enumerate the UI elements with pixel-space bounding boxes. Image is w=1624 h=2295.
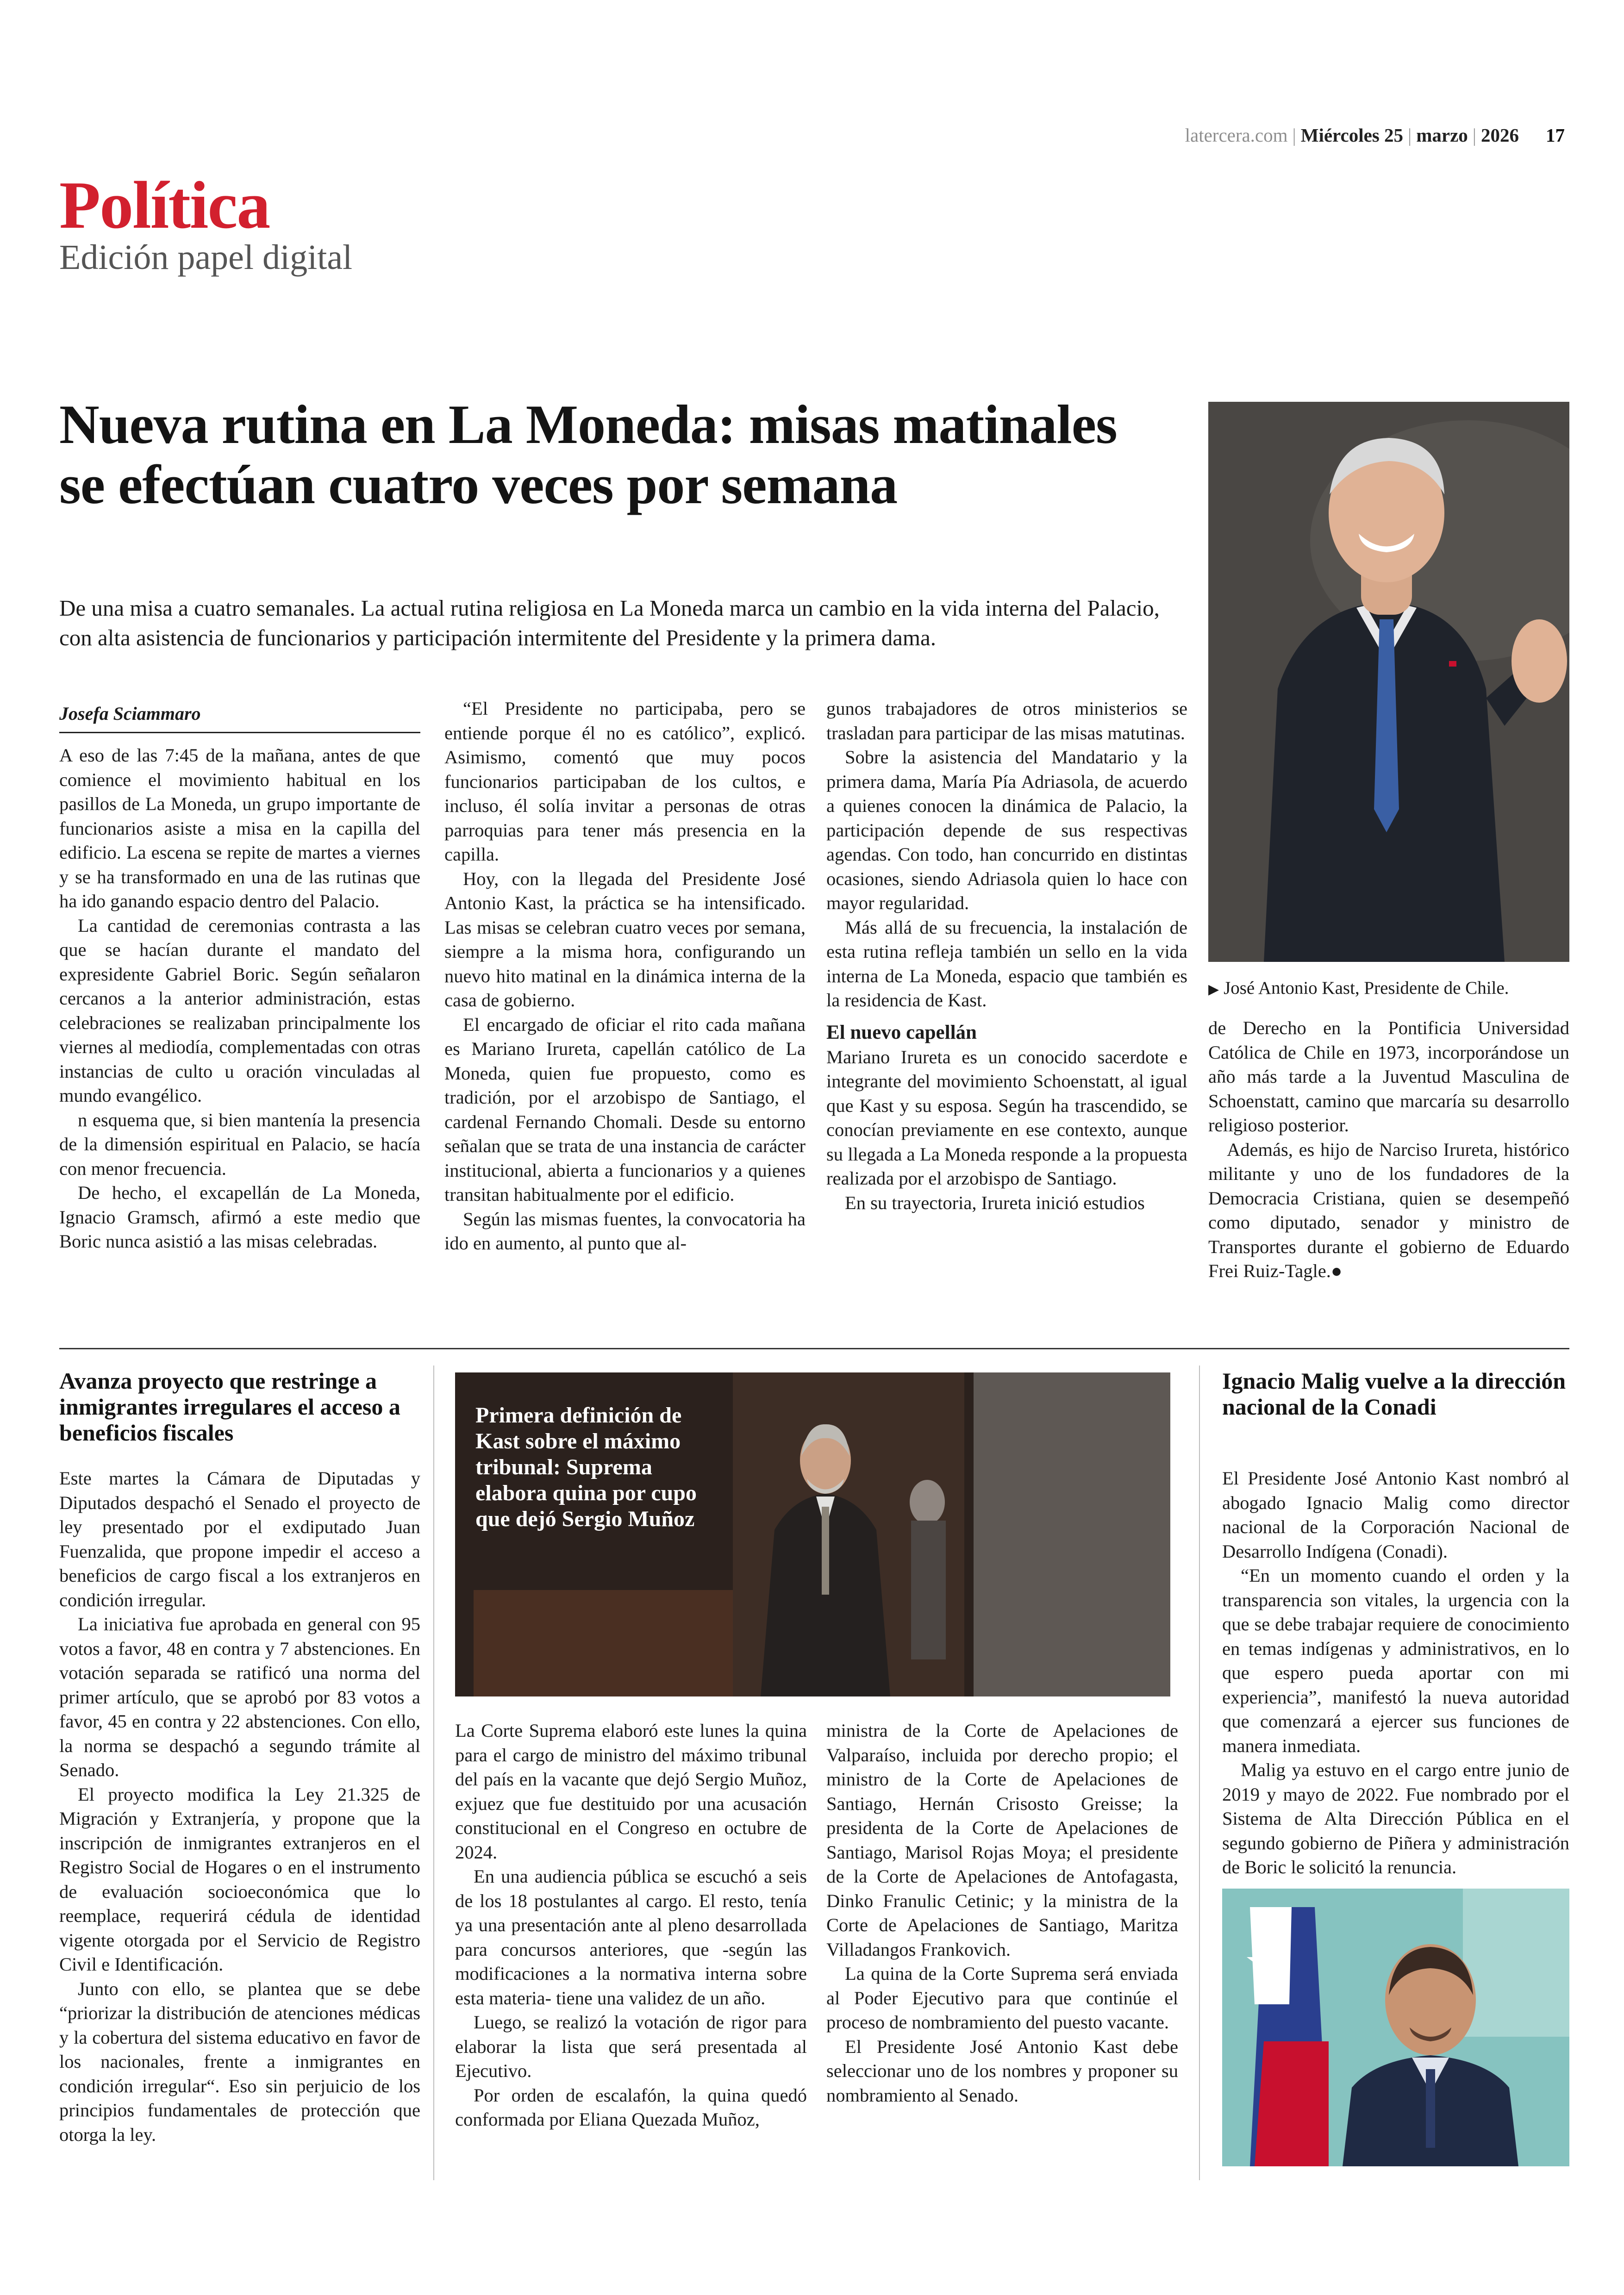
paragraph: n esquema que, si bien mantenía la presencia de la dimensión espiritual en Palacio, se hacía con menor frecuencia. [59, 1109, 420, 1179]
paragraph: La cantidad de ceremonias contrasta a las que se hacían durante el mandato del expresidente Gabriel Boric. Según señalaron cercanos a la anterior administración, estas celebraciones se realizaban principalmente los viernes al mediodía, complementadas con otras instancias de culto u oración vinculadas al mundo evangélico. [59, 915, 420, 1106]
kast-photo [1208, 402, 1569, 962]
paragraph: En su trayectoria, Irureta inició estudios [845, 1192, 1145, 1213]
paragraph: La iniciativa fue aprobada en general con 95 votos a favor, 48 en contra y 7 abstenciones. En votación separada se ratificó una norma del primer artículo, que se aprobó por 83 votos a favor, 45 en contra y 22 abstenciones. Con ello, la norma se despachó a segundo trámite al Senado. [59, 1614, 420, 1780]
paragraph: “En un momento cuando el orden y la transparencia son vitales, la urgencia con la que se debe trabajar requiere de conocimiento en temas indígenas y administrativos, en lo que espero pueda aportar con mi experiencia”, manifestó la nueva autoridad que comenzará a ejercer sus funciones de manera inmediata. [1222, 1565, 1569, 1756]
paragraph: Luego, se realizó la votación de rigor para elaborar la lista que será presentada al Ejecutivo. [455, 2012, 807, 2081]
paragraph: gunos trabajadores de otros ministerios se trasladan para participar de las misas matutinas. [826, 698, 1187, 743]
migration-headline: Avanza proyecto que restringe a inmigrantes irregulares el acceso a beneficios fiscales [59, 1368, 400, 1446]
main-headline: Nueva rutina en La Moneda: misas matinales se efectúan cuatro veces por semana [59, 393, 1117, 515]
page-number: 17 [1546, 125, 1565, 146]
court-column-1 [455, 1719, 807, 2132]
paragraph: Por orden de escalafón, la quina quedó conformada por Eliana Quezada Muñoz, [455, 2084, 807, 2130]
paragraph: Además, es hijo de Narciso Irureta, histórico militante y uno de los fundadores de la Democracia Cristiana, quien se desempeñó como diputado, senador y ministro de Transportes durante el gobierno de Eduardo Frei Ruiz-Tagle.● [1208, 1139, 1569, 1281]
section-title: Política [59, 168, 270, 243]
malig-photo [1222, 1889, 1569, 2166]
photo-caption [1208, 978, 1569, 998]
paragraph: “El Presidente no participaba, pero se entiende porque él no es católico”, explicó. Asimismo, comentó que muy pocos funcionarios participaban de los cultos, e incluso, él solía invitar a personas de otras parroquias para tener más presencia en la capilla. [444, 698, 806, 865]
paragraph: De hecho, el excapellán de La Moneda, Ignacio Gramsch, afirmó a este medio que Boric nunca asistió a las misas celebradas. [59, 1182, 420, 1252]
malig-illustration [1222, 1889, 1569, 2166]
paragraph: El Presidente José Antonio Kast debe seleccionar uno de los nombres y proponer su nombramiento al Senado. [826, 2036, 1178, 2106]
issue-month: marzo [1416, 125, 1468, 146]
conadi-headline: Ignacio Malig vuelve a la dirección nacional de la Conadi [1222, 1368, 1566, 1420]
paragraph: Sobre la asistencia del Mandatario y la primera dama, María Pía Adriasola, de acuerdo a quienes conocen la dinámica de Palacio, la participación depende de sus respectivas agendas. Con todo, han concurrido en distintas ocasiones, siendo Adriasola quien lo hace con mayor regularidad. [826, 747, 1187, 913]
migration-body [59, 1466, 420, 2147]
paragraph: El encargado de oficiar el rito cada mañana es Mariano Irureta, capellán católico de La Moneda, quien fue propuesto, como es tradición, por el arzobispo de Santiago, el cardenal Fernando Chomali. Desde su entorno señalan que se trata de una instancia de carácter institucional, abierta a funcionarios y a quienes transitan habitualmente por el edificio. [444, 1014, 806, 1205]
site-name: latercera.com [1185, 125, 1288, 146]
portrait-illustration [1208, 402, 1569, 962]
paragraph: Más allá de su frecuencia, la instalación de esta rutina refleja también un sello en la vida interna de La Moneda, espacio que también es la residencia de Kast. [826, 917, 1187, 1010]
paragraph: ministra de la Corte de Apelaciones de Valparaíso, incluida por derecho propio; el ministro de la Corte de Apelaciones de Santiago, Hernán Crisosto Greisse; la presidenta de la Corte de Apelaciones de Santiago, Marisol Rojas Moya; el presidente de la Corte de Apelaciones de Antofagasta, Dinko Franulic Cetinic; y la ministra de la Corte de Apelaciones de Santiago, Maritza Villadangos Frankovich. [826, 1720, 1178, 1960]
subheading: El nuevo capellán [826, 1021, 977, 1043]
byline: Josefa Sciammaro [59, 703, 420, 733]
main-column-2 [444, 697, 806, 1256]
edition-label: Edición papel digital [59, 238, 353, 277]
main-column-3 [826, 697, 1187, 1215]
paragraph: Según las mismas fuentes, la convocatoria ha ido en aumento, al punto que al- [444, 1208, 806, 1254]
paragraph: de Derecho en la Pontificia Universidad Católica de Chile en 1973, incorporándose un año más tarde a la Juventud Masculina de Schoenstatt, camino que marcaría su desarrollo religioso posterior. [1208, 1017, 1569, 1135]
court-headline: Primera definición de Kast sobre el máximo tribunal: Suprema elabora quina por cupo que dejó Sergio Muñoz [475, 1403, 697, 1531]
paragraph: Hoy, con la llegada del Presidente José Antonio Kast, la práctica se ha intensificado. Las misas se celebran cuatro veces por semana, siempre a la misma hora, configurando un nuevo hito matinal en la dinámica interna de la casa de gobierno. [444, 868, 806, 1010]
issue-day: Miércoles 25 [1300, 125, 1403, 146]
issue-year: 2026 [1481, 125, 1519, 146]
section-divider [59, 1348, 1569, 1349]
court-column-2 [826, 1719, 1178, 2108]
caption-arrow-icon: ▶ [1208, 982, 1219, 997]
paragraph: A eso de las 7:45 de la mañana, antes de que comience el movimiento habitual en los pasillos de La Moneda, un grupo importante de funcionarios asiste a misa en la capilla del edificio. La escena se repite de martes a viernes y se ha transformado en una de las rutinas que ha ido ganando espacio dentro del Palacio. [59, 745, 420, 911]
page-folio: latercera.com | Miércoles 25 | marzo | 2026 17 [1185, 125, 1565, 146]
main-column-4 [1208, 1016, 1569, 1284]
paragraph: La Corte Suprema elaboró este lunes la quina para el cargo de ministro del máximo tribunal del país en la vacante que dejó Sergio Muñoz, exjuez que fue destituido por una acusación constitucional en el Congreso en octubre de 2024. [455, 1720, 807, 1863]
main-deck: De una misa a cuatro semanales. La actual rutina religiosa en La Moneda marca un cambio en la vida interna del Palacio, con alta asistencia de funcionarios y participación intermitente del Presidente y la primera dama. [59, 595, 1160, 650]
column-divider [433, 1366, 434, 2180]
paragraph: Malig ya estuvo en el cargo entre junio de 2019 y mayo de 2022. Fue nombrado por el Sistema de Alta Dirección Pública en el segundo gobierno de Piñera y administración de Boric le solicitó la renuncia. [1222, 1759, 1569, 1877]
main-column-1 [59, 743, 420, 1254]
paragraph: En una audiencia pública se escuchó a seis de los 18 postulantes al cargo. El resto, tenía ya una presentación ante al pleno desarrollada para concursos anteriores, que -según las modificaciones a la normativa interna sobre esta materia- tiene una validez de un año. [455, 1866, 807, 2008]
paragraph: La quina de la Corte Suprema será enviada al Poder Ejecutivo para que continúe el proceso de nombramiento del puesto vacante. [826, 1963, 1178, 2033]
caption-text: José Antonio Kast, Presidente de Chile. [1224, 978, 1509, 998]
paragraph: Junto con ello, se plantea que se debe “priorizar la distribución de atenciones médicas y la cobertura del sistema educativo en favor de los nacionales, frente a inmigrantes en condición irregular“. Eso sin perjuicio de los principios fundamentales de protección que otorga la ley. [59, 1978, 420, 2145]
paragraph: Mariano Irureta es un conocido sacerdote e integrante del movimiento Schoenstatt, al igual que Kast y su esposa. Según ha trascendido, se conocían previamente en ese contexto, aunque su llegada a La Moneda responde a la propuesta realizada por el arzobispo de Santiago. [826, 1046, 1187, 1189]
paragraph: El proyecto modifica la Ley 21.325 de Migración y Extranjería, y propone que la inscripción de inmigrantes extranjeros en el Registro Social de Hogares o en el instrumento de evaluación socioeconómica que lo reemplace, requerirá cédula de identidad vigente otorgada por el Servicio de Registro Civil e Identificación. [59, 1784, 420, 1975]
paragraph: El Presidente José Antonio Kast nombró al abogado Ignacio Malig como director nacional de la Corporación Nacional de Desarrollo Indígena (Conadi). [1222, 1468, 1569, 1562]
conadi-body [1222, 1466, 1569, 1880]
column-divider [1199, 1366, 1200, 2180]
paragraph: Este martes la Cámara de Diputadas y Diputados despachó el Senado el proyecto de ley presentado por el exdiputado Juan Fuenzalida, que propone impedir el acceso a beneficios de cargo fiscal a los extranjeros en condición irregular. [59, 1468, 420, 1610]
